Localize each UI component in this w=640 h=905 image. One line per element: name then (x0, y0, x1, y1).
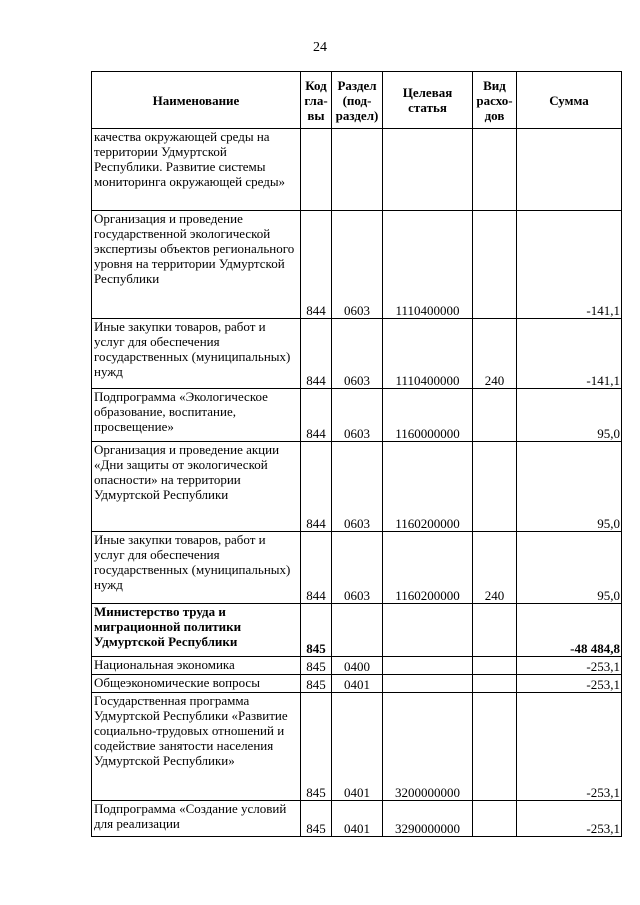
cell-target (383, 657, 473, 675)
cell-target: 3200000000 (383, 693, 473, 801)
table-row (92, 211, 622, 319)
cell-section: 0401 (332, 675, 383, 693)
cell-chapter (301, 129, 332, 211)
cell-section: 0401 (332, 801, 383, 837)
cell-expense (473, 442, 517, 532)
cell-expense: 240 (473, 532, 517, 604)
cell-section: 0603 (332, 442, 383, 532)
cell-name: Организация и проведение государственной экологической экспертизы объектов регионального уровня на территории Удмуртской Республики (92, 211, 301, 319)
cell-sum: -141,1 (517, 319, 622, 389)
cell-target: 1110400000 (383, 319, 473, 389)
cell-expense (473, 604, 517, 657)
cell-chapter: 845 (301, 657, 332, 675)
table-row (92, 532, 622, 604)
cell-target (383, 675, 473, 693)
table-row (92, 389, 622, 442)
cell-expense (473, 693, 517, 801)
cell-sum: -253,1 (517, 675, 622, 693)
table-row (92, 657, 622, 675)
cell-chapter: 844 (301, 389, 332, 442)
cell-target: 1160200000 (383, 532, 473, 604)
table-row (92, 129, 622, 211)
cell-target (383, 604, 473, 657)
cell-target (383, 129, 473, 211)
cell-sum: 95,0 (517, 442, 622, 532)
header-expense: Вид расхо-дов (473, 72, 517, 129)
cell-chapter: 844 (301, 532, 332, 604)
cell-name: Иные закупки товаров, работ и услуг для обеспечения государственных (муниципальных) нужд (92, 532, 301, 604)
cell-section: 0603 (332, 532, 383, 604)
cell-expense (473, 129, 517, 211)
cell-expense (473, 801, 517, 837)
header-chapter: Код гла-вы (301, 72, 332, 129)
cell-sum (517, 129, 622, 211)
budget-table (91, 71, 622, 837)
cell-name: Государственная программа Удмуртской Республики «Развитие социально-трудовых отношений и содействие занятости населения Удмуртской Республики» (92, 693, 301, 801)
table-row (92, 801, 622, 837)
cell-name: Национальная экономика (92, 657, 301, 675)
cell-target: 1160000000 (383, 389, 473, 442)
cell-chapter: 844 (301, 442, 332, 532)
cell-chapter: 844 (301, 319, 332, 389)
header-sum: Сумма (517, 72, 622, 129)
cell-sum: 95,0 (517, 389, 622, 442)
cell-section: 0401 (332, 693, 383, 801)
page-number: 24 (313, 40, 327, 55)
cell-section: 0400 (332, 657, 383, 675)
cell-section: 0603 (332, 319, 383, 389)
cell-section: 0603 (332, 211, 383, 319)
cell-section: 0603 (332, 389, 383, 442)
cell-expense (473, 389, 517, 442)
cell-chapter: 845 (301, 693, 332, 801)
cell-chapter: 845 (301, 604, 332, 657)
table-row (92, 604, 622, 657)
cell-chapter: 845 (301, 675, 332, 693)
cell-section (332, 129, 383, 211)
cell-sum: 95,0 (517, 532, 622, 604)
cell-sum: -253,1 (517, 657, 622, 675)
header-target: Целевая статья (383, 72, 473, 129)
cell-name: Подпрограмма «Экологическое образование, воспитание, просвещение» (92, 389, 301, 442)
cell-expense (473, 657, 517, 675)
header-section: Раздел (под-раздел) (332, 72, 383, 129)
cell-section (332, 604, 383, 657)
cell-target: 3290000000 (383, 801, 473, 837)
cell-expense: 240 (473, 319, 517, 389)
table-row (92, 675, 622, 693)
cell-target: 1160200000 (383, 442, 473, 532)
header-name: Наименование (92, 72, 301, 129)
cell-sum: -253,1 (517, 693, 622, 801)
cell-name: Иные закупки товаров, работ и услуг для обеспечения государственных (муниципальных) нужд (92, 319, 301, 389)
cell-name: Министерство труда и миграционной политики Удмуртской Республики (92, 604, 301, 657)
cell-sum: -141,1 (517, 211, 622, 319)
table-row (92, 693, 622, 801)
cell-name: Общеэкономические вопросы (92, 675, 301, 693)
cell-name: качества окружающей среды на территории Удмуртской Республики. Развитие системы мониторинга окружающей среды» (92, 129, 301, 211)
cell-name: Подпрограмма «Создание условий для реализации (92, 801, 301, 837)
table-row (92, 442, 622, 532)
table-row (92, 319, 622, 389)
table-header-row (92, 72, 622, 129)
cell-chapter: 844 (301, 211, 332, 319)
cell-expense (473, 675, 517, 693)
cell-target: 1110400000 (383, 211, 473, 319)
cell-expense (473, 211, 517, 319)
cell-chapter: 845 (301, 801, 332, 837)
cell-sum: -253,1 (517, 801, 622, 837)
cell-name: Организация и проведение акции «Дни защиты от экологической опасности» на территории Удмуртской Республики (92, 442, 301, 532)
cell-sum: -48 484,8 (517, 604, 622, 657)
